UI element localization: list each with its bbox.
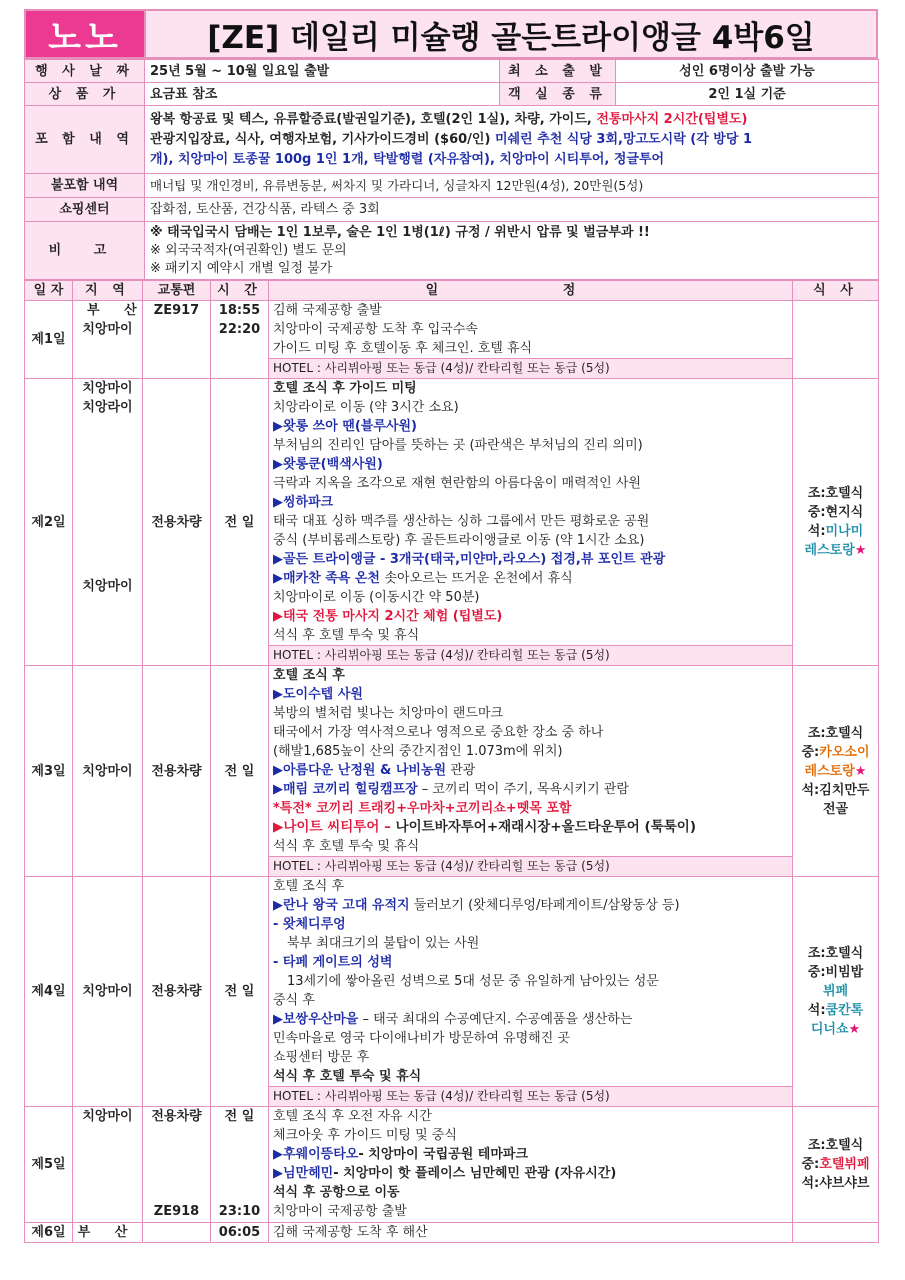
day6-time: 06:05 [211, 1223, 269, 1243]
day2-meal-a: 조:호텔식 [807, 486, 864, 501]
day4-s2b: 둘러보기 (왓체디루엉/타페게이트/삼왕동상 등) [409, 898, 680, 913]
note-label: 비 고 [25, 222, 145, 280]
include-text-a-red: 전통마사지 2시간(팁별도) [596, 111, 748, 127]
day2-meal [793, 379, 879, 666]
day1-place-a: 부 산 [87, 303, 147, 318]
day3-meal-b-wrap [793, 743, 878, 762]
day4-meal-e-wrap [793, 1020, 878, 1039]
col-place: 지 역 [73, 281, 143, 301]
day4-s2 [273, 896, 788, 915]
day5-s6: 치앙마이 국제공항 출발 [273, 1204, 407, 1219]
day5-meal-b2: 호텔뷔페 [819, 1157, 870, 1172]
day3-meal-d: 석:김치만두 [801, 782, 870, 798]
day5-place: 치앙마이 [73, 1107, 143, 1223]
day4-s4: 북부 최대크기의 불탑이 있는 사원 [287, 936, 480, 951]
day4-s1: 호텔 조식 후 [273, 879, 345, 894]
day4-s8 [273, 1010, 788, 1029]
day3-s6 [273, 761, 788, 780]
min-depart-label: 최 소 출 발 [500, 60, 616, 83]
day5-meal-a: 조:호텔식 [807, 1138, 864, 1153]
day1-transport: ZE917 [143, 301, 211, 379]
day3-schedule [269, 666, 793, 857]
day4-time: 전 일 [211, 877, 269, 1107]
day4-s5: - 타페 게이트의 성벽 [273, 955, 393, 970]
itinerary-sheet [24, 9, 878, 1243]
day1-place [73, 301, 147, 379]
day2-s5: ▶왓롱쿤(백색사원) [273, 457, 383, 472]
day6-meal [793, 1223, 879, 1243]
day2-s1: 호텔 조식 후 가이드 미팅 [273, 381, 417, 396]
day1-place-b: 치앙마이 [82, 322, 133, 337]
day3-s2: ▶도이수텝 사원 [273, 687, 363, 702]
day4-meal-d: 석: [807, 1003, 826, 1018]
day3-transport: 전용차량 [143, 666, 211, 877]
day4-meal-d-wrap [793, 1001, 878, 1020]
day2-meal-d-wrap [793, 541, 878, 560]
day2-s9: 중식 (부비롬레스토랑) 후 골든트라이앵글로 이동 (약 1시간 소요) [273, 533, 645, 548]
day2-s12: 치앙마이로 이동 (이동시간 약 50분) [273, 590, 480, 605]
day4-meal-a: 조:호텔식 [807, 946, 864, 961]
event-date-label: 행 사 날 짜 [25, 60, 145, 83]
day1-s2: 치앙마이 국제공항 도착 후 입국수속 [273, 322, 478, 337]
day5-transport-a: 전용차량 [151, 1109, 202, 1124]
day4-meal-c: 뷔페 [822, 984, 849, 999]
day2-s3: ▶왓롱 쓰아 땐(블루사원) [273, 419, 417, 434]
day2-row [25, 379, 879, 646]
day2-time: 전 일 [211, 379, 269, 666]
day3-hotel: HOTEL : 사리뷔아핑 또는 동급 (4성)/ 칸타리힐 또는 동급 (5성) [269, 857, 793, 877]
day3-s9b: 나이트바자투어+재래시장+올드타운투어 (툭툭이) [395, 819, 697, 835]
day1-time-b: 22:20 [218, 322, 261, 337]
day4-s8a: ▶보쌍우산마을 [273, 1012, 359, 1027]
event-date-value: 25년 5월 ~ 10월 일요일 출발 [145, 60, 500, 83]
day5-s4a: ▶님만헤민 [273, 1166, 334, 1181]
day5-schedule [269, 1107, 793, 1223]
include-text-b-blue: 미쉐린 추천 식당 3회,망고도시락 (각 방당 1 [494, 131, 752, 147]
day5-time-b: 23:10 [218, 1204, 261, 1219]
price-label: 상 품 가 [25, 83, 145, 106]
day5-s3a: ▶후웨이뜽타오 [273, 1147, 359, 1162]
day3-meal-e: 전골 [822, 801, 849, 817]
day3-s4: 태국에서 가장 역사적으로나 영적으로 중요한 장소 중 하나 [273, 725, 604, 740]
day2-place-c: 치앙마이 [82, 579, 133, 594]
day4-transport: 전용차량 [143, 877, 211, 1107]
day5-s3b: - 치앙마이 국립공원 테마파크 [358, 1147, 529, 1162]
day5-s5: 석식 후 공항으로 이동 [273, 1185, 400, 1200]
price-value: 요금표 참조 [145, 83, 500, 106]
day1-s3: 가이드 미팅 후 호텔이동 후 체크인. 호텔 휴식 [273, 341, 533, 356]
day6-place: 부 산 [73, 1223, 143, 1243]
day5-meal-b-wrap [793, 1155, 878, 1174]
day2-place [73, 379, 143, 666]
day3-s9 [273, 818, 788, 837]
room-type-value: 2인 1실 기준 [616, 83, 879, 106]
day2-meal-c2: 미나미 [825, 524, 864, 539]
col-transport: 교통편 [143, 281, 211, 301]
include-label: 포 함 내 역 [25, 106, 145, 174]
day2-s13: ▶태국 전통 마사지 2시간 체험 (팁별도) [273, 609, 503, 624]
day3-meal-c-wrap [793, 762, 878, 781]
day5-transport-b: ZE918 [153, 1204, 200, 1219]
day3-s8: *특전* 코끼리 트래킹+우마차+코끼리쇼+뗏목 포함 [273, 801, 572, 816]
day4-s8b: – 태국 최대의 수공예단지. 수공예품을 생산하는 [358, 1012, 633, 1027]
day1-meal [793, 301, 879, 379]
day2-s4: 부처님의 진리인 담아를 뜻하는 곳 (파란색은 부처님의 진리 의미) [273, 438, 643, 453]
day3-s7a: ▶매림 코끼리 힐링캠프장 [273, 782, 418, 797]
star-icon: ★ [854, 763, 867, 779]
include-value [145, 106, 879, 174]
include-text-b: 관광지입장료, 식사, 여행자보험, 기사가이드경비 ($60/인) [150, 131, 495, 147]
brand-logo: 노노 [26, 11, 144, 57]
exclude-label: 불포함 내역 [25, 174, 145, 198]
day5-s4 [273, 1164, 788, 1183]
exclude-value: 매너팁 및 개인경비, 유류변동분, 써차지 및 가라디너, 싱글차지 12만원(4성), 20만원(5성) [145, 174, 879, 198]
day2-s6: 극락과 지옥을 조각으로 재현 현란함의 아름다움이 매력적인 사원 [273, 476, 641, 491]
include-text-c: 개), 치앙마이 토종꿀 100g 1인 1개, 탁발행렬 (자유참여), 치앙마이 시티투어, 정글투어 [150, 151, 665, 167]
day1-time [211, 301, 269, 379]
day2-transport: 전용차량 [143, 379, 211, 666]
day2-hotel: HOTEL : 사리뷔아핑 또는 동급 (4성)/ 칸타리힐 또는 동급 (5성) [269, 646, 793, 666]
day3-time: 전 일 [211, 666, 269, 877]
header [24, 9, 878, 59]
day5-transport [143, 1107, 211, 1223]
day4-s9: 민속마을로 영국 다이애나비가 방문하여 유명해진 곳 [273, 1031, 570, 1046]
day4-label: 제4일 [25, 877, 73, 1107]
day3-s1: 호텔 조식 후 [273, 668, 345, 683]
include-text-a: 왕복 항공료 및 텍스, 유류할증료(발권일기준), 호텔(2인 1실), 차량, 가이드, [150, 111, 597, 127]
day1-time-a: 18:55 [218, 303, 261, 318]
day3-meal-b: 중: [801, 744, 820, 760]
day3-s3: 북방의 별처럼 빛나는 치앙마이 랜드마크 [273, 706, 504, 721]
day2-meal-b: 중:현지식 [807, 505, 864, 520]
day5-s1: 호텔 조식 후 오전 자유 시간 [273, 1109, 432, 1124]
day2-meal-c: 석: [807, 524, 826, 539]
day3-s10: 석식 후 호텔 투숙 및 휴식 [273, 839, 420, 854]
day3-s6a: ▶아름다운 난정원 & 나비농원 [273, 763, 447, 778]
day1-s1: 김해 국제공항 출발 [273, 303, 382, 318]
day1-schedule [269, 301, 793, 359]
min-depart-value: 성인 6명이상 출발 가능 [616, 60, 879, 83]
day5-s4b: - 치앙마이 핫 플레이스 님만헤민 관광 (자유시간) [333, 1166, 617, 1181]
day4-s3: - 왓체디루엉 [273, 917, 346, 932]
day3-row [25, 666, 879, 857]
note-value [145, 222, 879, 280]
star-icon: ★ [848, 1022, 861, 1037]
star-icon: ★ [854, 543, 867, 558]
day2-place-a: 치앙마이 [82, 381, 133, 396]
schedule-table [24, 280, 879, 1243]
day4-s10: 쇼핑센터 방문 후 [273, 1050, 370, 1065]
day2-s14: 석식 후 호텔 투숙 및 휴식 [273, 628, 420, 643]
day6-row [25, 1223, 879, 1243]
day5-time [211, 1107, 269, 1223]
day3-meal [793, 666, 879, 877]
day5-meal [793, 1107, 879, 1223]
day4-meal-d2: 쿰칸톡 [825, 1003, 864, 1018]
day5-label: 제5일 [25, 1107, 73, 1223]
day5-s3 [273, 1145, 788, 1164]
day4-schedule [269, 877, 793, 1087]
day3-s7b: – 코끼리 먹이 주기, 목욕시키기 관람 [417, 782, 629, 797]
day3-label: 제3일 [25, 666, 73, 877]
day1-row [25, 301, 879, 359]
day5-meal-c: 석:샤브샤브 [801, 1176, 870, 1191]
col-day: 일 자 [25, 281, 73, 301]
day5-time-a: 전 일 [224, 1109, 255, 1124]
day3-meal-a: 조:호텔식 [807, 725, 864, 741]
day2-label: 제2일 [25, 379, 73, 666]
day4-place: 치앙마이 [73, 877, 143, 1107]
day6-schedule: 김해 국제공항 도착 후 해산 [269, 1223, 793, 1243]
day3-s7 [273, 780, 788, 799]
day2-s11b: 솟아오르는 뜨거운 온천에서 휴식 [384, 571, 573, 586]
day4-s11: 석식 후 호텔 투숙 및 휴식 [273, 1069, 422, 1084]
day5-s2: 체크아웃 후 가이드 미팅 및 중식 [273, 1128, 457, 1143]
day2-place-b: 치앙라이 [82, 400, 133, 415]
day4-meal-b: 중:비빔밥 [807, 965, 864, 980]
day2-s2: 치앙라이로 이동 (약 3시간 소요) [273, 400, 459, 415]
day2-meal-d: 레스토랑 [804, 543, 855, 558]
day1-hotel: HOTEL : 사리뷔아핑 또는 동급 (4성)/ 칸타리힐 또는 동급 (5성) [269, 359, 793, 379]
day4-meal [793, 877, 879, 1107]
day3-place: 치앙마이 [73, 666, 143, 877]
day3-s5: (해발1,685높이 산의 중간지점인 1.073m에 위치) [273, 744, 563, 759]
day5-meal-b: 중: [801, 1157, 820, 1172]
day3-meal-b2: 카오소이 [819, 744, 870, 760]
day6-label: 제6일 [25, 1223, 73, 1243]
day4-row [25, 877, 879, 1087]
day3-s9a: ▶나이트 씨티투어 – [273, 819, 396, 835]
day2-s7: ▶씽하파크 [273, 495, 334, 510]
day3-s6b: 관광 [446, 763, 476, 778]
day4-meal-e: 디너쇼 [810, 1022, 849, 1037]
day2-meal-c-wrap [793, 522, 878, 541]
day1-label: 제1일 [25, 301, 73, 379]
shopping-label: 쇼핑센터 [25, 198, 145, 222]
day2-s8: 태국 대표 싱하 맥주를 생산하는 싱하 그룹에서 만든 평화로운 공원 [273, 514, 650, 529]
day6-transport [143, 1223, 211, 1243]
day3-meal-c: 레스토랑 [804, 763, 855, 779]
note-line-1: ※ 태국입국시 담배는 1인 1보루, 술은 1인 1병(1ℓ) 규정 / 위반시 압류 및 벌금부과 !! [150, 224, 650, 240]
day5-row [25, 1107, 879, 1223]
col-meal: 식 사 [793, 281, 879, 301]
shopping-value: 잡화점, 토산품, 건강식품, 라텍스 중 3회 [145, 198, 879, 222]
day2-schedule [269, 379, 793, 646]
note-line-3: ※ 패키지 예약시 개별 일정 불가 [150, 260, 333, 276]
day2-s11a: ▶매카찬 족욕 온천 [273, 571, 385, 586]
day4-s6: 13세기에 쌓아올린 성벽으로 5대 성문 중 유일하게 남아있는 성문 [287, 974, 659, 989]
page-title: [ZE] 데일리 미슐랭 골든트라이앵글 4박6일 [144, 11, 876, 57]
note-line-2: ※ 외국국적자(여권확인) 별도 문의 [150, 242, 347, 258]
info-table [24, 59, 879, 280]
day4-hotel: HOTEL : 사리뷔아핑 또는 동급 (4성)/ 칸타리힐 또는 동급 (5성) [269, 1087, 793, 1107]
col-time: 시 간 [211, 281, 269, 301]
day4-s2a: ▶란나 왕국 고대 유적지 [273, 898, 410, 913]
room-type-label: 객 실 종 류 [500, 83, 616, 106]
day2-s11 [273, 569, 788, 588]
col-schedule: 일 정 [269, 281, 793, 301]
day2-s10: ▶골든 트라이앵글 - 3개국(태국,미얀마,라오스) 접경,뷰 포인트 관광 [273, 552, 666, 567]
day4-s7: 중식 후 [273, 993, 315, 1008]
